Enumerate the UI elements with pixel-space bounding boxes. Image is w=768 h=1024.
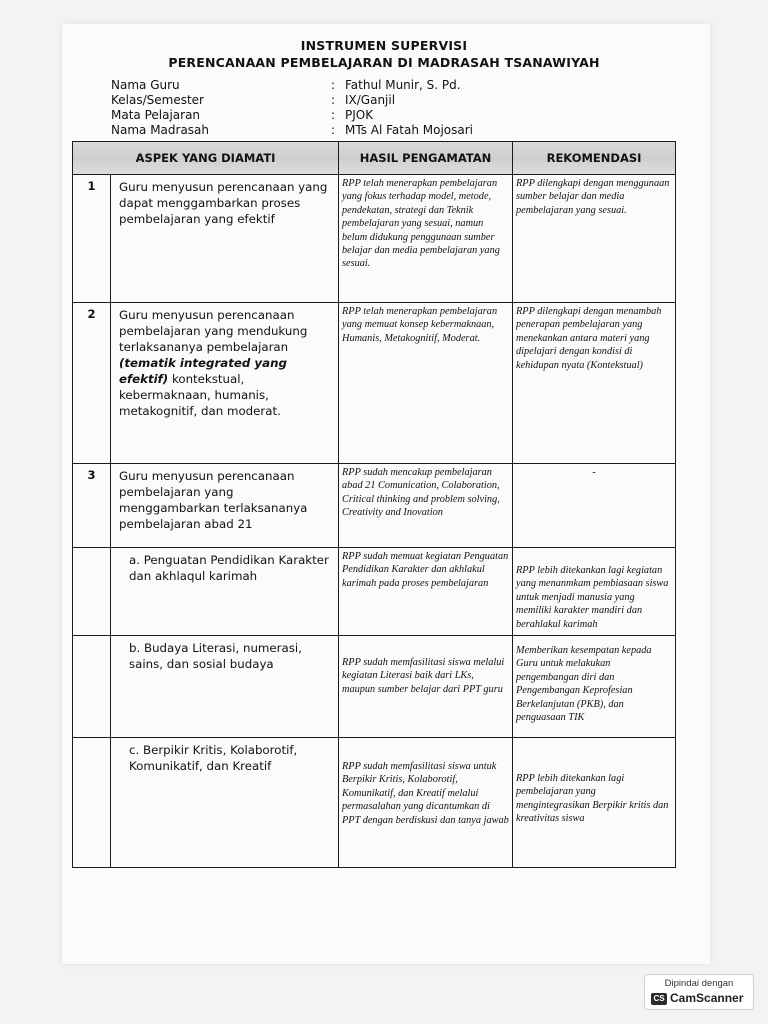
camscanner-badge (644, 974, 754, 1010)
meta-value: Fathul Munir, S. Pd. (345, 78, 461, 92)
row-number (73, 548, 111, 636)
rekomendasi-cell: RPP dilengkapi dengan menambah penerapan pembelajaran yang menekankan antara materi yang dipelajari dengan kondisi di kehidupan nyata (Kontekstual) (513, 303, 676, 464)
document-title: INSTRUMEN SUPERVISI (300, 38, 468, 53)
row-number: 2 (73, 303, 111, 464)
header-hasil: HASIL PENGAMATAN (339, 142, 513, 175)
hasil-cell: RPP telah menerapkan pembelajaran yang fokus terhadap model, metode, pendekatan, strategi dan Teknik pembelajaran yang sesuai, namun belum didukung penggunaan sumber belajar dan media pembelajaran yang sesuai. (339, 175, 513, 303)
row-number (73, 738, 111, 868)
aspek-text: Guru menyusun perencanaan pembelajaran yang mendukung terlaksananya pembelajaran (119, 308, 308, 354)
aspek-cell: a. Penguatan Pendidikan Karakter dan akhlaqul karimah (111, 548, 339, 636)
hasil-cell: RPP sudah memuat kegiatan Penguatan Pendidikan Karakter dan akhlakul karimah pada proses pembelajaran (339, 548, 513, 636)
table-row (73, 738, 676, 868)
table-row (73, 175, 676, 303)
hasil-cell: RPP telah menerapkan pembelajaran yang memuat konsep kebermaknaan, Humanis, Metakognitif, Moderat. (339, 303, 513, 464)
aspek-cell: Guru menyusun perencanaan pembelajaran yang menggambarkan terlaksananya pembelajaran abad 21 (111, 464, 339, 548)
header-aspek: ASPEK YANG DIAMATI (73, 142, 339, 175)
camscanner-logo-icon: CS (651, 993, 667, 1005)
hasil-cell: RPP sudah mencakup pembelajaran abad 21 Comunication, Colaboration, Critical thinking and problem solving, Creativity and Inovation (339, 464, 513, 548)
meta-row-nama-guru: Nama Guru : Fathul Munir, S. Pd. (111, 78, 461, 92)
aspek-cell: b. Budaya Literasi, numerasi, sains, dan sosial budaya (111, 636, 339, 738)
rekomendasi-cell: RPP lebih ditekankan lagi pembelajaran yang mengintegrasikan Berpikir kritis dan kreativitas siswa (513, 738, 676, 868)
meta-label: Mata Pelajaran (111, 108, 201, 122)
meta-row-kelas-semester: Kelas/Semester : IX/Ganjil (111, 93, 396, 107)
aspek-text: kontekstual, kebermaknaan, humanis, metakognitif, dan moderat. (119, 372, 281, 418)
aspek-cell (111, 303, 339, 464)
meta-label: Nama Madrasah (111, 123, 210, 137)
meta-value: MTs Al Fatah Mojosari (345, 123, 473, 137)
table-row (73, 464, 676, 548)
hasil-cell: RPP sudah memfasilitasi siswa untuk Berpikir Kritis, Kolaborotif, Komunikatif, dan Kreatif melalui permasalahan yang dicantumkan di PPT dengan berdiskusi dan tanya jawab (339, 738, 513, 868)
meta-row-mata-pelajaran: Mata Pelajaran : PJOK (111, 108, 374, 122)
header-rekomendasi: REKOMENDASI (513, 142, 676, 175)
meta-label: Nama Guru (111, 78, 180, 92)
scanner-brand: CamScanner (670, 991, 744, 1005)
aspek-cell: c. Berpikir Kritis, Kolaborotif, Komunikatif, dan Kreatif (111, 738, 339, 868)
row-number (73, 636, 111, 738)
row-number: 1 (73, 175, 111, 303)
rekomendasi-cell: RPP dilengkapi dengan menggunaan sumber belajar dan media pembelajaran yang sesuai. (513, 175, 676, 303)
rekomendasi-cell: - (513, 464, 676, 548)
hasil-cell: RPP sudah memfasilitasi siswa melalui kegiatan Literasi baik dari LKs, maupun sumber belajar dari PPT guru (339, 636, 513, 738)
meta-value: PJOK (345, 108, 374, 122)
rekomendasi-cell: RPP lebih ditekankan lagi kegiatan yang menanmkam pembiasaan siswa untuk menjadi manusia yang memiliki karakter mandiri dan berahlakul karimah (513, 548, 676, 636)
aspek-emphasis: (tematik integrated yang efektif) (119, 356, 287, 386)
identity-block (111, 78, 473, 138)
scanner-caption: Dipindai dengan (664, 978, 734, 989)
table-row (73, 303, 676, 464)
supervision-table (72, 141, 676, 868)
row-number: 3 (73, 464, 111, 548)
table-row (73, 636, 676, 738)
rekomendasi-cell: Memberikan kesempatan kepada Guru untuk melakukan pengembangan diri dan Pengembangan Keprofesian Berkelanjutan (PKB), dan penguasaan TIK (513, 636, 676, 738)
table-header-row (73, 142, 676, 175)
aspek-cell: Guru menyusun perencanaan yang dapat menggambarkan proses pembelajaran yang efektif (111, 175, 339, 303)
document-subtitle: PERENCANAAN PEMBELAJARAN DI MADRASAH TSANAWIYAH (168, 55, 600, 70)
meta-row-nama-madrasah: Nama Madrasah : MTs Al Fatah Mojosari (111, 123, 473, 137)
meta-label: Kelas/Semester (111, 93, 204, 107)
table-row (73, 548, 676, 636)
meta-value: IX/Ganjil (345, 93, 396, 107)
